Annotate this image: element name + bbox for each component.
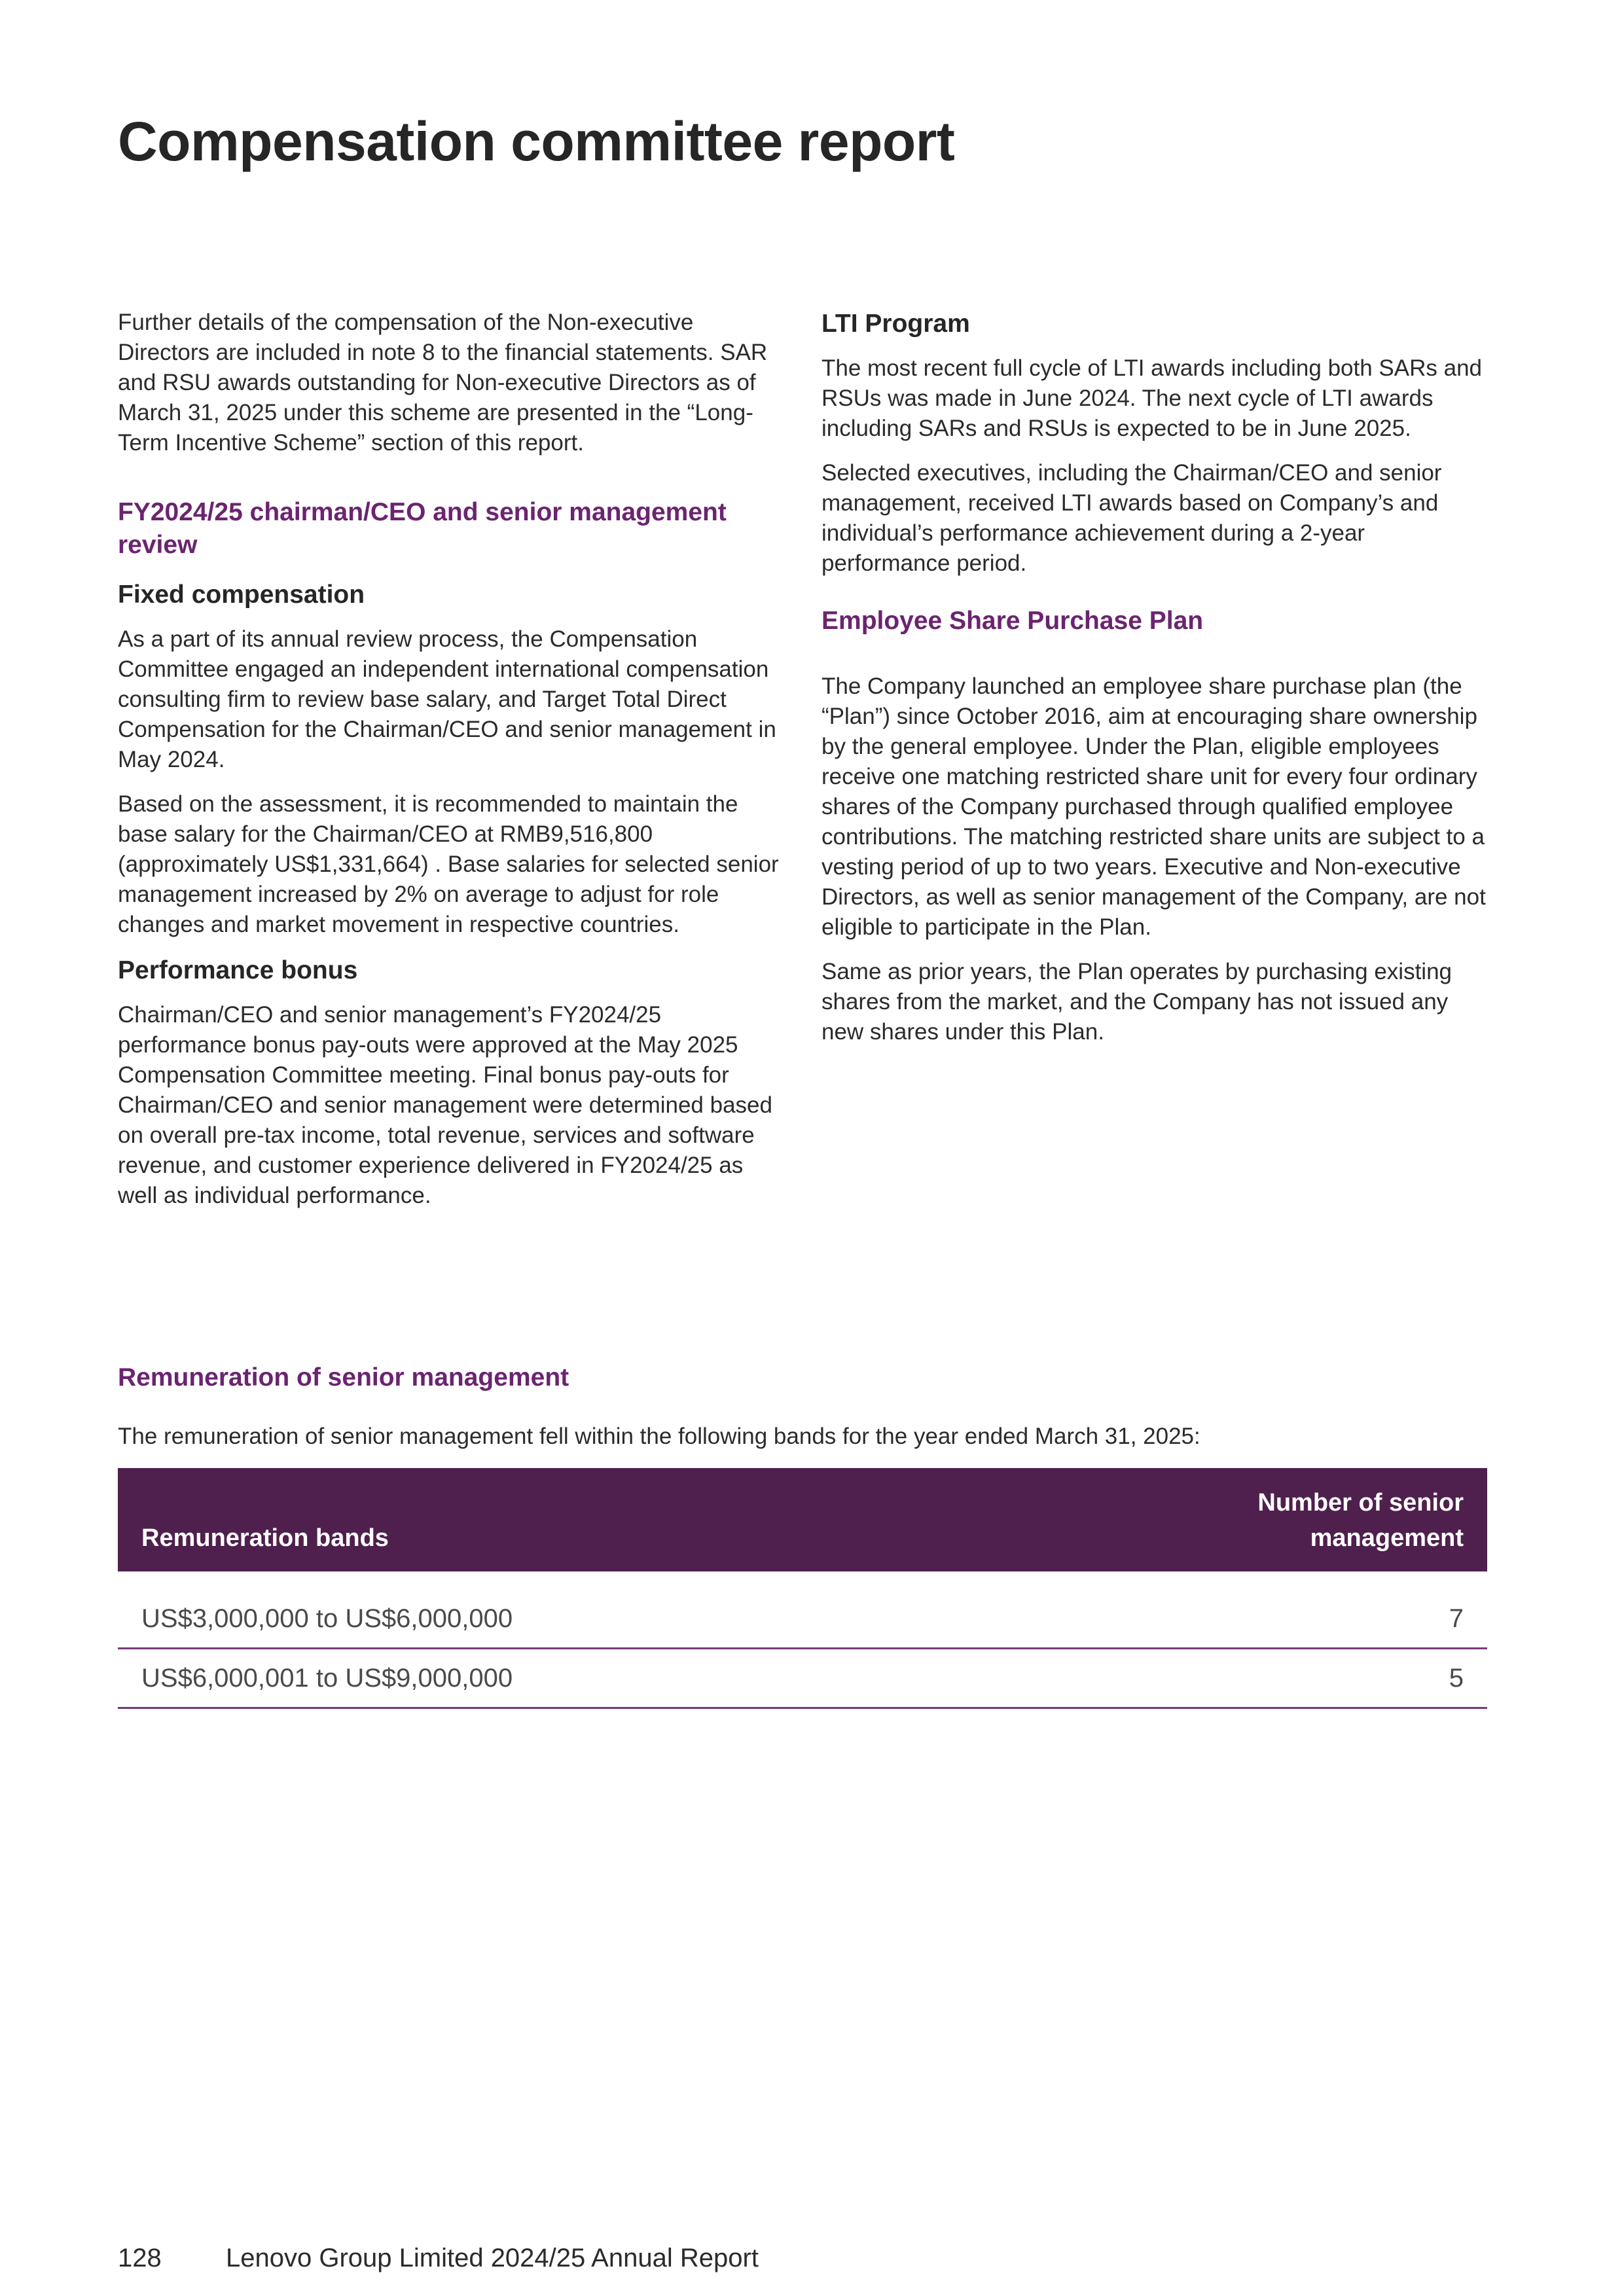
page-number: 128 [118, 2244, 162, 2272]
lti-paragraph-1: The most recent full cycle of LTI awards including both SARs and RSUs was made in June 2024. The next cycle of LTI awards including SARs and RSUs is expected to be in June 2025. [821, 355, 1483, 441]
left-column [118, 308, 785, 1225]
fixed-compensation-paragraph-2: Based on the assessment, it is recommended to maintain the base salary for the Chairman/CEO at RMB9,516,800 (approximately US$1,331,664) . Base salaries for selected senior management increased by 2% on average to adjust for role changes and market movement in respective countries. [118, 791, 779, 937]
remuneration-intro: The remuneration of senior management fell within the following bands for the year ended March 31, 2025: [118, 1424, 1200, 1449]
espp-heading: Employee Share Purchase Plan [821, 607, 1204, 635]
lti-program-heading: LTI Program [821, 310, 970, 338]
remuneration-heading: Remuneration of senior management [118, 1363, 569, 1391]
performance-bonus-heading: Performance bonus [118, 956, 358, 984]
right-column [821, 308, 1489, 1062]
header-number-line-1: Number of senior [1257, 1489, 1464, 1516]
espp-paragraph-1: The Company launched an employee share purchase plan (the “Plan”) since October 2016, aim at encouraging share ownership by the general employee. Under the Plan, eligible employees receive one matching restricted share unit for every four ordinary shares of the Company purchased through qualified employee contributions. The matching restricted share units are subject to a vesting period of up to two years. Executive and Non-executive Directors, as well as senior management of the Company, are not eligible to participate in the Plan. [821, 673, 1486, 940]
review-heading: FY2024/25 chairman/CEO and senior management review [118, 498, 727, 559]
fixed-compensation-heading: Fixed compensation [118, 581, 365, 609]
remuneration-bands-table [118, 1468, 1487, 1709]
table-row [118, 1649, 1487, 1708]
count-cell: 5 [971, 1649, 1487, 1708]
fixed-compensation-paragraph-1: As a part of its annual review process, the Compensation Committee engaged an independent international compensation consulting firm to review base salary, and Target Total Direct Compensation for the Chairman/CEO and senior management in May 2024. [118, 626, 776, 772]
header-number-line-2: management [1310, 1524, 1464, 1552]
band-cell: US$3,000,000 to US$6,000,000 [118, 1571, 971, 1649]
table-header-row [118, 1468, 1487, 1571]
performance-bonus-paragraph: Chairman/CEO and senior management’s FY2024/25 performance bonus pay-outs were approved at the May 2025 Compensation Committee meeting. Final bonus pay-outs for Chairman/CEO and senior management were determined based on overall pre-tax income, total revenue, services and software revenue, and customer experience delivered in FY2024/25 as well as individual performance. [118, 1002, 772, 1208]
publication-title: Lenovo Group Limited 2024/25 Annual Report [226, 2244, 759, 2272]
page-title: Compensation committee report [118, 111, 955, 172]
intro-paragraph: Further details of the compensation of the Non-executive Directors are included in note 8 to the financial statements. SAR and RSU awards outstanding for Non-executive Directors as of March 31, 2025 under this scheme are presented in the “Long-Term Incentive Scheme” section of this report. [118, 310, 768, 456]
header-remuneration-bands: Remuneration bands [118, 1468, 971, 1571]
lti-paragraph-2: Selected executives, including the Chairman/CEO and senior management, received LTI awards based on Company’s and individual’s performance achievement during a 2-year performance period. [821, 460, 1442, 576]
header-number-of-senior-management [971, 1468, 1487, 1571]
count-cell: 7 [971, 1571, 1487, 1649]
page-footer [118, 2244, 759, 2273]
table-row [118, 1571, 1487, 1649]
espp-paragraph-2: Same as prior years, the Plan operates by purchasing existing shares from the market, and the Company has not issued any new shares under this Plan. [821, 959, 1453, 1045]
band-cell: US$6,000,001 to US$9,000,000 [118, 1649, 971, 1708]
